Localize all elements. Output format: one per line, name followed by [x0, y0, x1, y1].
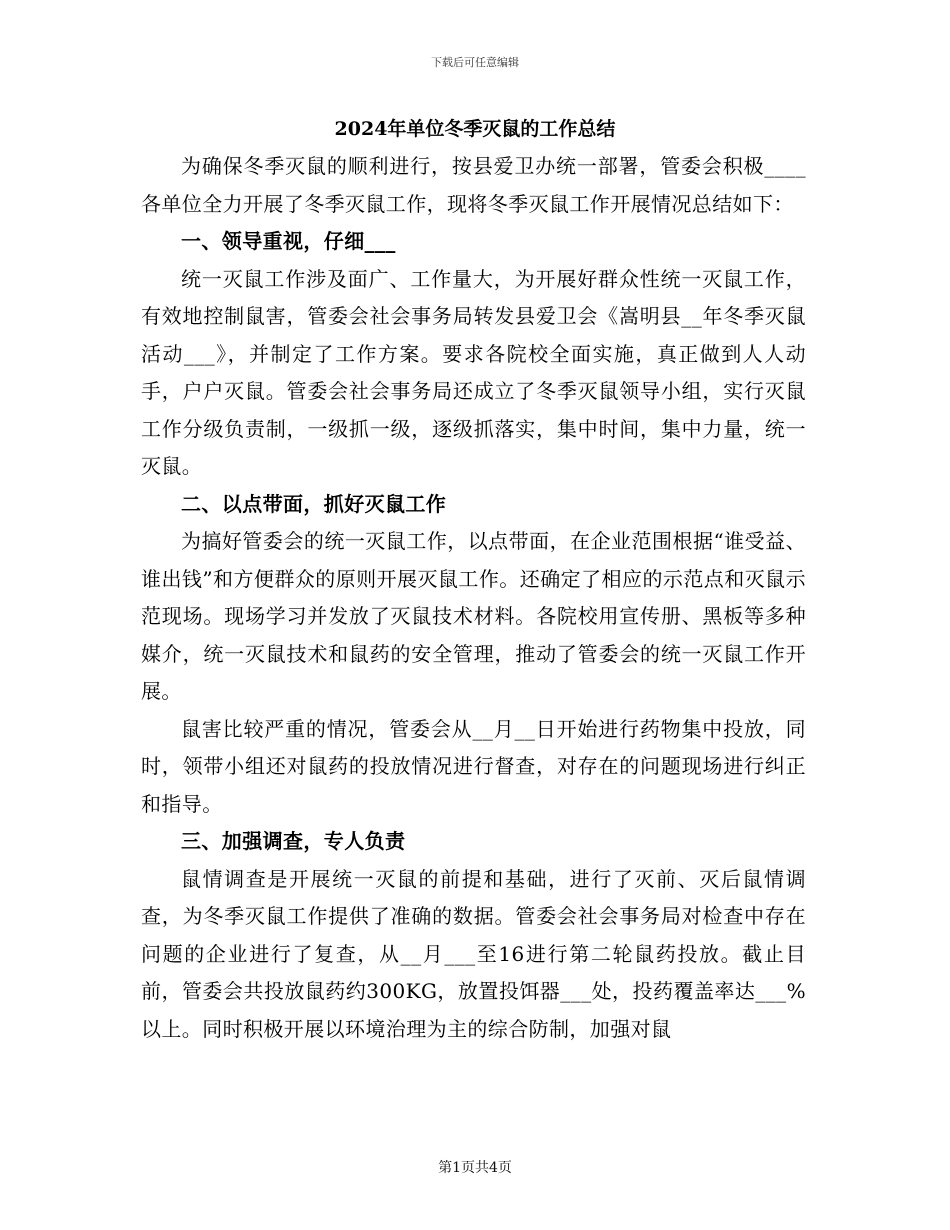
page-number: 第1页共4页 — [438, 1160, 512, 1176]
header-note: 下载后可任意编辑 — [431, 56, 519, 69]
section-2-paragraph-2: 鼠害比较严重的情况，管委会从__月__日开始进行药物集中投放，同时，领带小组还对鼠药的投放情况进行督查，对存在的问题现场进行纠正和指导。 — [141, 716, 806, 816]
section-3-paragraph: 鼠情调查是开展统一灭鼠的前提和基础，进行了灭前、灭后鼠情调查，为冬季灭鼠工作提供了准确的数据。管委会社会事务局对检查中存在问题的企业进行了复查，从__月___至16进行第二轮鼠药投放。截止目前，管委会共投放鼠药约300KG，放置投饵器___处，投药覆盖率达___%以上。同时积极开展以环境治理为主的综合防制，加强对鼠 — [141, 866, 806, 1041]
intro-paragraph: 为确保冬季灭鼠的顺利进行，按县爱卫办统一部署，管委会积极____各单位全力开展了冬季灭鼠工作，现将冬季灭鼠工作开展情况总结如下： — [141, 154, 806, 216]
document-body — [141, 148, 806, 1048]
document-title: 2024年单位冬季灭鼠的工作总结 — [334, 118, 616, 140]
section-1-paragraph: 统一灭鼠工作涉及面广、工作量大，为开展好群众性统一灭鼠工作，有效地控制鼠害，管委会社会事务局转发县爱卫会《嵩明县__年冬季灭鼠活动___》，并制定了工作方案。要求各院校全面实施，真正做到人人动手，户户灭鼠。管委会社会事务局还成立了冬季灭鼠领导小组，实行灭鼠工作分级负责制，一级抓一级，逐级抓落实，集中时间，集中力量，统一灭鼠。 — [141, 266, 806, 478]
section-2-paragraph-1: 为搞好管委会的统一灭鼠工作，以点带面，在企业范围根据“谁受益、谁出钱”和方便群众的原则开展灭鼠工作。还确定了相应的示范点和灭鼠示范现场。现场学习并发放了灭鼠技术材料。各院校用宣传册、黑板等多种媒介，统一灭鼠技术和鼠药的安全管理，推动了管委会的统一灭鼠工作开展。 — [141, 529, 806, 703]
section-3-heading: 三、加强调查，专人负责 — [181, 829, 406, 853]
section-2-heading: 二、以点带面，抓好灭鼠工作 — [181, 491, 447, 516]
section-1-heading: 一、领导重视，仔细___ — [181, 229, 396, 253]
